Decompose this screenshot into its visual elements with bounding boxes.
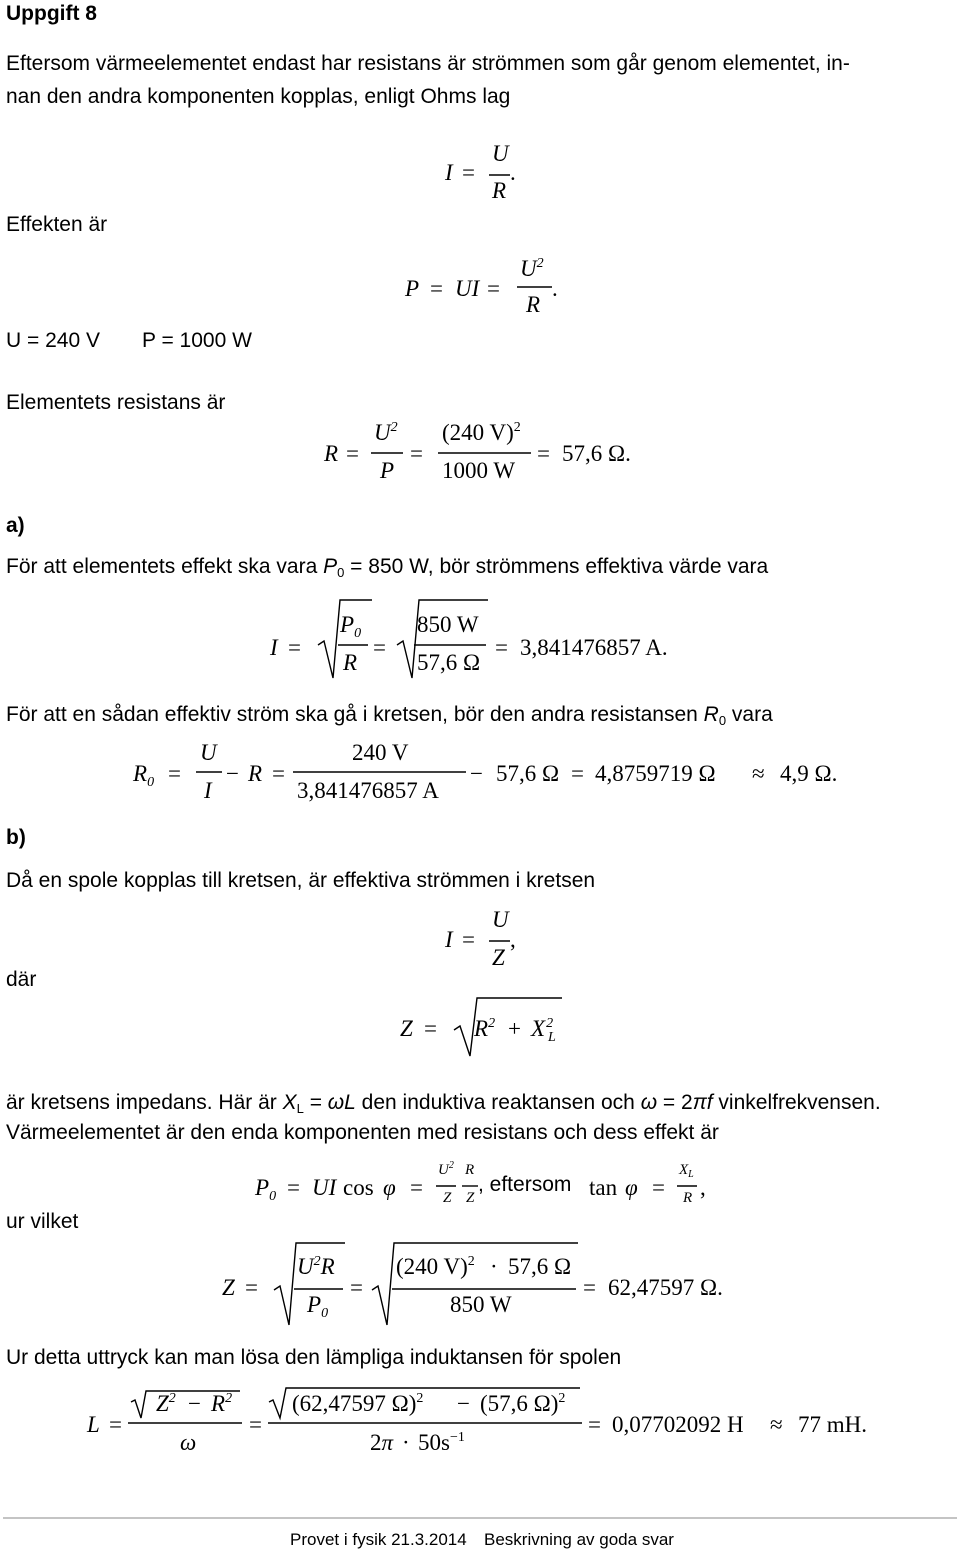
given-u: U = 240 V bbox=[6, 329, 100, 352]
intro-line-2: nan den andra komponenten kopplas, enligt Ohms lag bbox=[6, 85, 511, 108]
part-a-text: För att elementets effekt ska vara P0 = 850 W, bör strömmens effektiva värde vara bbox=[6, 555, 769, 580]
given-p: P = 1000 W bbox=[142, 329, 252, 352]
r0-round: 4,9 Ω. bbox=[780, 761, 838, 786]
l-round: 77 mH. bbox=[798, 1412, 867, 1437]
intro-line-1: Eftersom värmeelementet endast har resistans är strömmen som går genom elementet, in- bbox=[6, 52, 850, 75]
footer-left: Provet i fysik 21.3.2014 bbox=[290, 1530, 467, 1549]
part-b-text: Då en spole kopplas till kretsen, är effektiva strömmen i kretsen bbox=[6, 869, 596, 892]
z-result: 62,47597 Ω. bbox=[608, 1275, 723, 1300]
i-result: 3,841476857 A. bbox=[520, 635, 668, 660]
r-result: 57,6 Ω. bbox=[562, 441, 631, 466]
dar-label: där bbox=[6, 968, 37, 991]
r0-result: 4,8759719 Ω bbox=[595, 761, 716, 786]
part-a-label: a) bbox=[6, 514, 25, 537]
page-heading: Uppgift 8 bbox=[6, 2, 97, 25]
resistans-label: Elementets resistans är bbox=[6, 391, 226, 414]
l-result: 0,07702092 H bbox=[612, 1412, 744, 1437]
part-a-text-2: För att en sådan effektiv ström ska gå i kretsen, bör den andra resistansen R0 vara bbox=[6, 703, 773, 728]
footer-right: Beskrivning av goda svar bbox=[484, 1530, 674, 1549]
varme-text: Värmeelementet är den enda komponenten med resistans och dess effekt är bbox=[6, 1121, 719, 1144]
part-b-label: b) bbox=[6, 826, 26, 849]
ur-vilket-label: ur vilket bbox=[6, 1210, 79, 1233]
effekten-label: Effekten är bbox=[6, 213, 108, 236]
ur-detta-text: Ur detta uttryck kan man lösa den lämpliga induktansen för spolen bbox=[6, 1346, 622, 1369]
impedans-text: är kretsens impedans. Här är XL = ωL den induktiva reaktansen och ω = 2πf vinkelfrekvensen. bbox=[6, 1091, 881, 1116]
